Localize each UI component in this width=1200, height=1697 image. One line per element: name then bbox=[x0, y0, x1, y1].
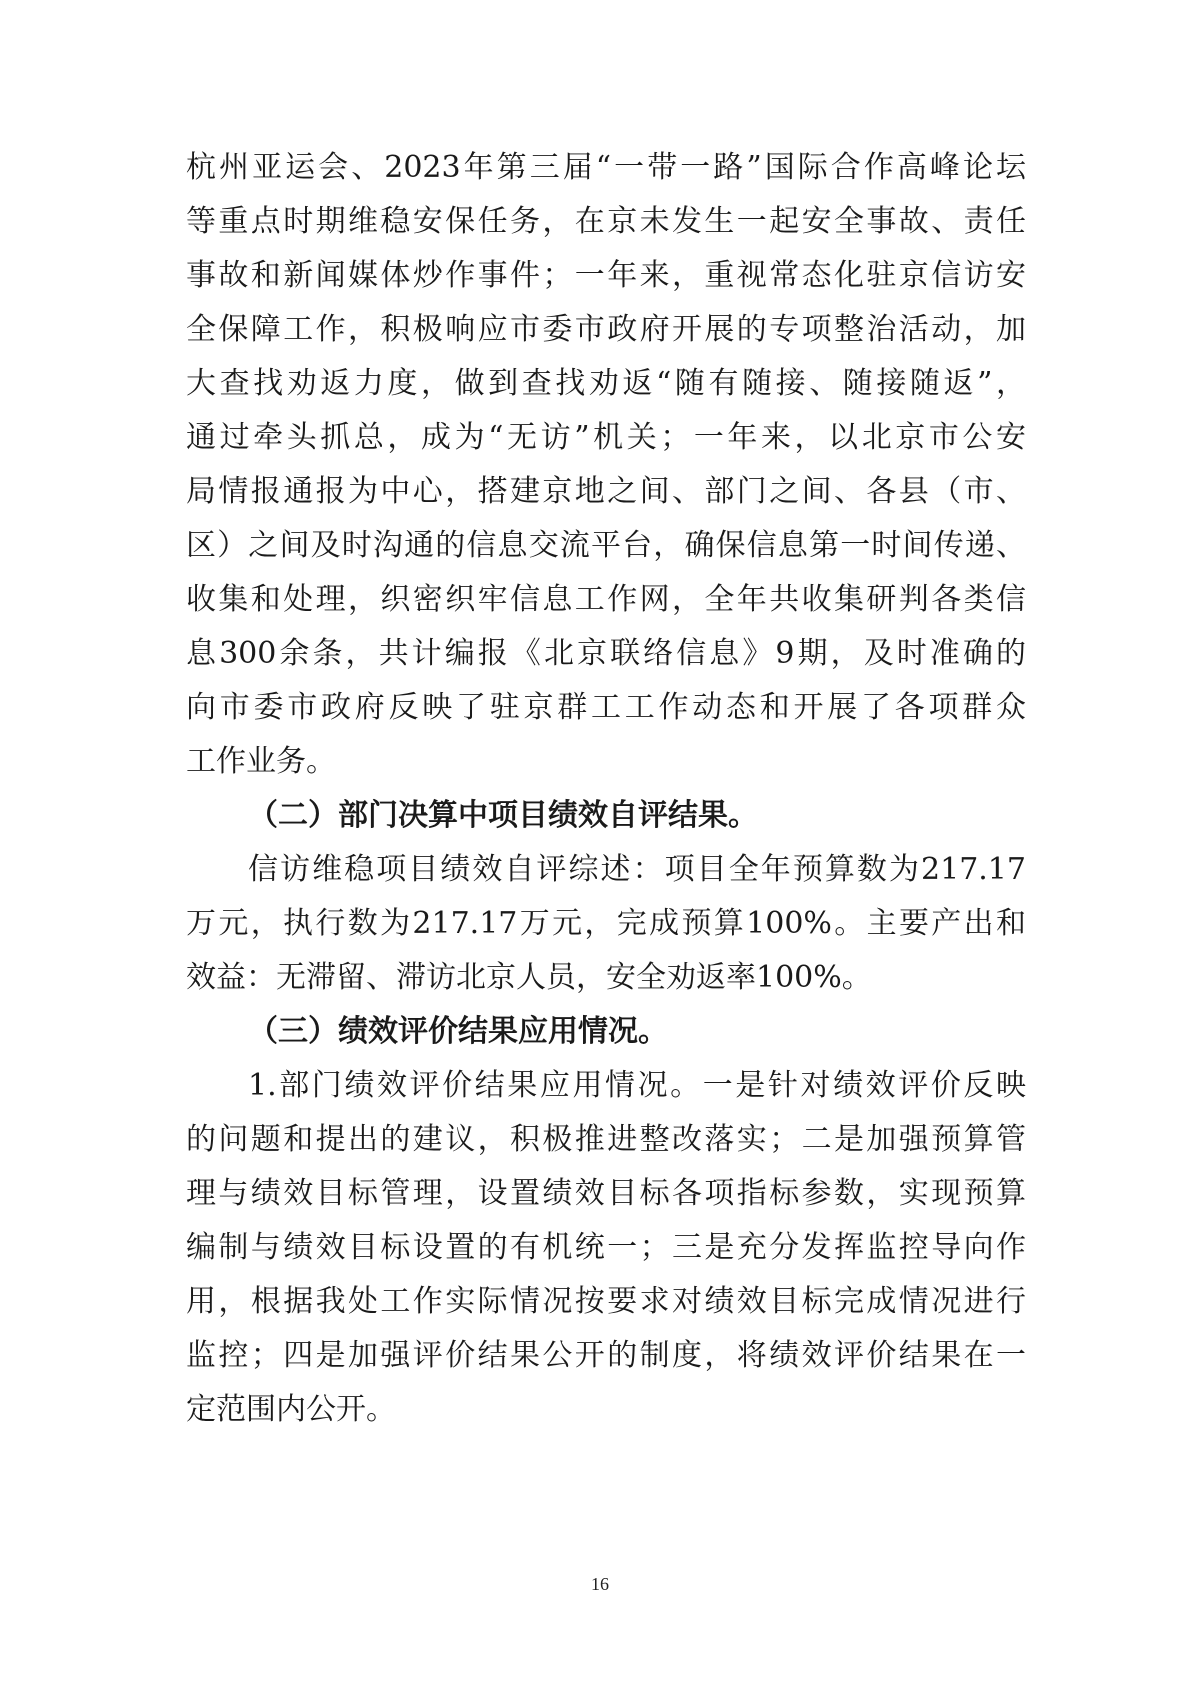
section-heading-3: （三）绩效评价结果应用情况。 bbox=[248, 1014, 668, 1049]
text-line: 工作业务。 bbox=[186, 744, 336, 779]
text-line: 杭州亚运会、2023年第三届“一带一路”国际合作高峰论坛 bbox=[186, 150, 1026, 185]
text-line: 理与绩效目标管理，设置绩效目标各项指标参数，实现预算 bbox=[186, 1176, 1026, 1211]
text-line: 1.部门绩效评价结果应用情况。一是针对绩效评价反映 bbox=[248, 1068, 1026, 1103]
text-line: 事故和新闻媒体炒作事件；一年来，重视常态化驻京信访安 bbox=[186, 258, 1026, 293]
text-line: 编制与绩效目标设置的有机统一；三是充分发挥监控导向作 bbox=[186, 1230, 1026, 1265]
text-line: 局情报通报为中心，搭建京地之间、部门之间、各县（市、 bbox=[186, 474, 1026, 509]
text-line: 等重点时期维稳安保任务，在京未发生一起安全事故、责任 bbox=[186, 204, 1026, 239]
page-number: 16 bbox=[591, 1574, 609, 1594]
text-line: 的问题和提出的建议，积极推进整改落实；二是加强预算管 bbox=[186, 1122, 1026, 1157]
text-line: 区）之间及时沟通的信息交流平台，确保信息第一时间传递、 bbox=[186, 528, 1026, 563]
text-line: 监控；四是加强评价结果公开的制度，将绩效评价结果在一 bbox=[186, 1338, 1026, 1373]
text-line: 效益：无滞留、滞访北京人员，安全劝返率100%。 bbox=[186, 960, 872, 995]
text-line: 用，根据我处工作实际情况按要求对绩效目标完成情况进行 bbox=[186, 1284, 1026, 1319]
section-heading-2: （二）部门决算中项目绩效自评结果。 bbox=[248, 798, 758, 833]
text-line: 全保障工作，积极响应市委市政府开展的专项整治活动，加 bbox=[186, 312, 1026, 347]
text-line: 定范围内公开。 bbox=[186, 1392, 396, 1427]
text-line: 大查找劝返力度，做到查找劝返“随有随接、随接随返”， bbox=[186, 366, 1026, 401]
text-line: 息300余条，共计编报《北京联络信息》9期，及时准确的 bbox=[186, 636, 1026, 671]
text-line: 向市委市政府反映了驻京群工工作动态和开展了各项群众 bbox=[186, 690, 1026, 725]
text-line: 收集和处理，织密织牢信息工作网，全年共收集研判各类信 bbox=[186, 582, 1026, 617]
text-line: 通过牵头抓总，成为“无访”机关；一年来，以北京市公安 bbox=[186, 420, 1026, 455]
text-line: 信访维稳项目绩效自评综述：项目全年预算数为217.17 bbox=[248, 852, 1026, 887]
text-line: 万元，执行数为217.17万元，完成预算100%。主要产出和 bbox=[186, 906, 1026, 941]
